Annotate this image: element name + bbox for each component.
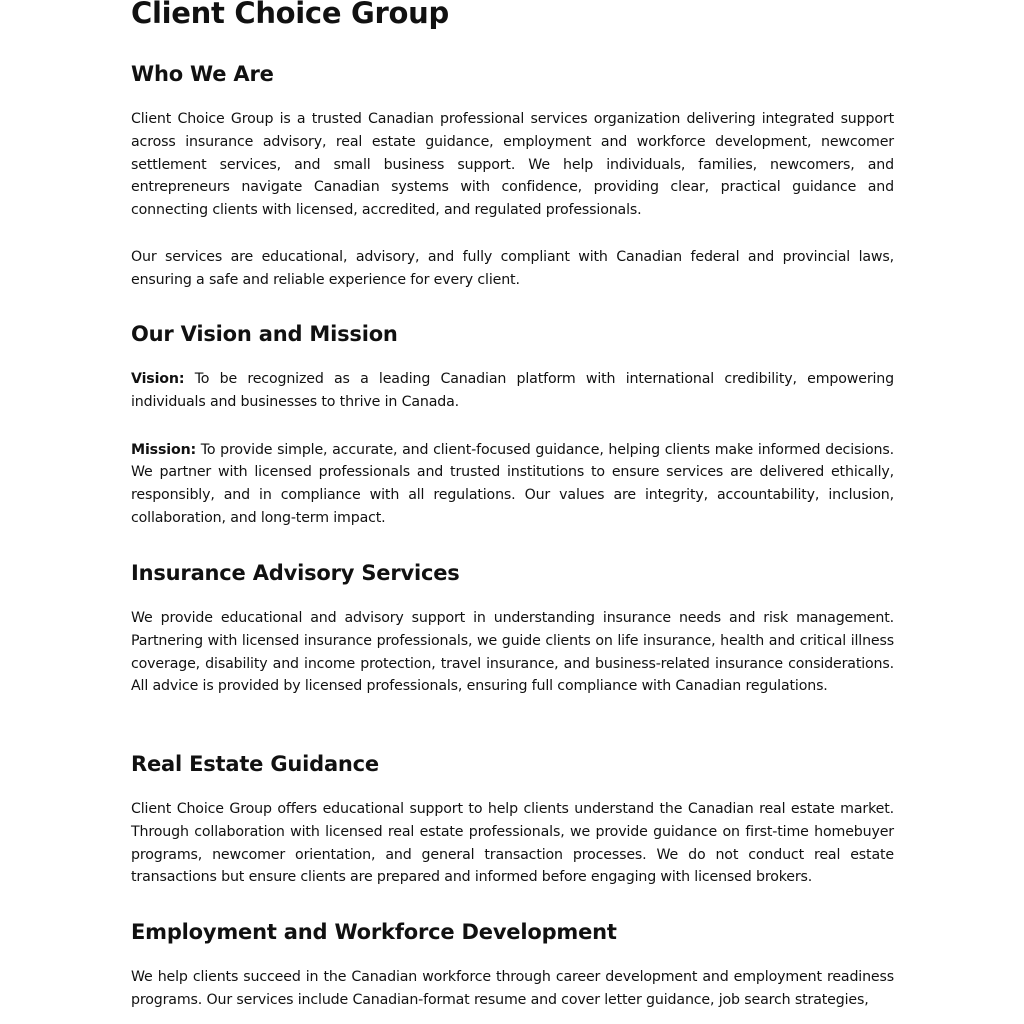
vision-paragraph xyxy=(131,368,894,414)
mission-paragraph xyxy=(131,439,894,530)
vision-text: To be recognized as a leading Canadian platform with international credibility, empowering individuals and businesses to thrive in Canada. xyxy=(131,371,894,410)
document-page xyxy=(131,0,894,1008)
heading-who-we-are: Who We Are xyxy=(131,62,274,86)
mission-label: Mission: xyxy=(131,441,197,458)
employment-paragraph: We help clients succeed in the Canadian workforce through career development and employment readiness programs. Our services include Canadian-format resume and cover letter guidance, job search strategies, xyxy=(131,969,894,1008)
heading-insurance: Insurance Advisory Services xyxy=(131,561,460,585)
section-vision-mission xyxy=(131,322,894,530)
real-estate-paragraph: Client Choice Group offers educational support to help clients understand the Canadian real estate market. Through collaboration with licensed real estate professionals, we provide guidance on first-time homebuyer programs, newcomer orientation, and general transaction processes. We do not conduct real estate transactions but ensure clients are prepared and informed before engaging with licensed brokers. xyxy=(131,801,894,886)
who-we-are-paragraph-1: Client Choice Group is a trusted Canadian professional services organization delivering integrated support across insurance advisory, real estate guidance, employment and workforce development, newcomer settlement services, and small business support. We help individuals, families, newcomers, and entrepreneurs navigate Canadian systems with confidence, providing clear, practical guidance and connecting clients with licensed, accredited, and regulated professionals. xyxy=(131,111,894,219)
section-insurance xyxy=(131,561,894,698)
heading-employment: Employment and Workforce Development xyxy=(131,920,617,944)
heading-real-estate: Real Estate Guidance xyxy=(131,752,379,776)
section-employment xyxy=(131,920,894,1012)
insurance-paragraph: We provide educational and advisory support in understanding insurance needs and risk management. Partnering with licensed insurance professionals, we guide clients on life insurance, health and critical illness coverage, disability and income protection, travel insurance, and business-related insurance considerations. All advice is provided by licensed professionals, ensuring full compliance with Canadian regulations. xyxy=(131,610,894,695)
mission-text: To provide simple, accurate, and client-focused guidance, helping clients make informed decisions. We partner with licensed professionals and trusted institutions to ensure services are delivered ethically, responsibly, and in compliance with all regulations. Our values are integrity, accountability, inclusion, collaboration, and long-term impact. xyxy=(131,441,894,526)
heading-vision-mission: Our Vision and Mission xyxy=(131,322,398,346)
vision-label: Vision: xyxy=(131,371,185,387)
section-real-estate xyxy=(131,752,894,889)
who-we-are-paragraph-2: Our services are educational, advisory, and fully compliant with Canadian federal and provincial laws, ensuring a safe and reliable experience for every client. xyxy=(131,248,894,288)
document-title: Client Choice Group xyxy=(131,0,449,30)
section-who-we-are xyxy=(131,62,894,292)
